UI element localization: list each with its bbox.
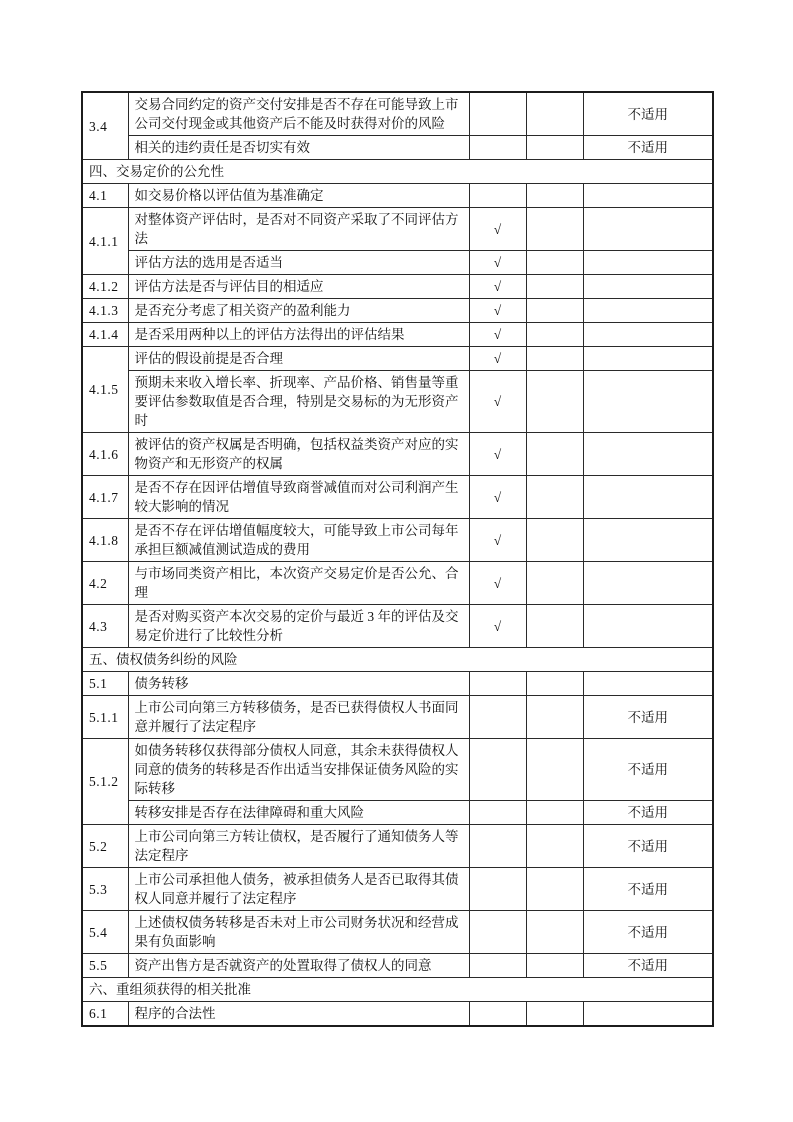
remark-cell bbox=[583, 251, 713, 275]
checkmark-cell: √ bbox=[469, 562, 526, 605]
checklist-row bbox=[82, 868, 713, 911]
item-question: 是否不存在评估增值幅度较大，可能导致上市公司每年承担巨额减值测试造成的费用 bbox=[128, 519, 469, 562]
empty-check-cell-2 bbox=[526, 184, 583, 208]
remark-cell bbox=[583, 299, 713, 323]
item-question: 是否对购买资产本次交易的定价与最近 3 年的评估及交易定价进行了比较性分析 bbox=[128, 605, 469, 648]
item-number: 4.1.7 bbox=[82, 476, 128, 519]
checklist-row bbox=[82, 1002, 713, 1027]
item-question: 如交易价格以评估值为基准确定 bbox=[128, 184, 469, 208]
checkmark-cell: √ bbox=[469, 323, 526, 347]
item-number: 4.1.4 bbox=[82, 323, 128, 347]
empty-check-cell bbox=[469, 672, 526, 696]
section-header: 六、重组须获得的相关批准 bbox=[82, 978, 713, 1002]
item-question: 债务转移 bbox=[128, 672, 469, 696]
item-question: 相关的违约责任是否切实有效 bbox=[128, 136, 469, 160]
empty-check-cell bbox=[469, 801, 526, 825]
checklist-row bbox=[82, 562, 713, 605]
checkmark-cell: √ bbox=[469, 275, 526, 299]
empty-check-cell bbox=[469, 954, 526, 978]
checklist-row bbox=[82, 92, 713, 136]
checklist-body bbox=[82, 92, 713, 1026]
checklist-row bbox=[82, 954, 713, 978]
checklist-row bbox=[82, 672, 713, 696]
item-question: 资产出售方是否就资产的处置取得了债权人的同意 bbox=[128, 954, 469, 978]
item-question: 程序的合法性 bbox=[128, 1002, 469, 1027]
item-question: 交易合同约定的资产交付安排是否不存在可能导致上市公司交付现金或其他资产后不能及时获得对价的风险 bbox=[128, 92, 469, 136]
empty-check-cell-2 bbox=[526, 323, 583, 347]
item-question: 是否充分考虑了相关资产的盈利能力 bbox=[128, 299, 469, 323]
item-question: 是否不存在因评估增值导致商誉减值而对公司利润产生较大影响的情况 bbox=[128, 476, 469, 519]
empty-check-cell bbox=[469, 868, 526, 911]
empty-check-cell-2 bbox=[526, 519, 583, 562]
checklist-row bbox=[82, 696, 713, 739]
checkmark-cell: √ bbox=[469, 433, 526, 476]
item-number: 5.3 bbox=[82, 868, 128, 911]
item-number: 4.1 bbox=[82, 184, 128, 208]
remark-cell bbox=[583, 672, 713, 696]
checklist-row bbox=[82, 605, 713, 648]
remark-cell bbox=[583, 208, 713, 251]
empty-check-cell bbox=[469, 696, 526, 739]
item-number: 4.1.8 bbox=[82, 519, 128, 562]
item-number: 4.1.1 bbox=[82, 208, 128, 275]
checklist-row bbox=[82, 911, 713, 954]
checklist-row bbox=[82, 323, 713, 347]
checklist-row bbox=[82, 184, 713, 208]
checklist-row bbox=[82, 208, 713, 251]
item-number: 4.1.2 bbox=[82, 275, 128, 299]
item-question: 转移安排是否存在法律障碍和重大风险 bbox=[128, 801, 469, 825]
section-row bbox=[82, 648, 713, 672]
not-applicable-cell: 不适用 bbox=[583, 136, 713, 160]
remark-cell bbox=[583, 433, 713, 476]
section-row bbox=[82, 160, 713, 184]
item-number: 6.1 bbox=[82, 1002, 128, 1027]
checkmark-cell: √ bbox=[469, 208, 526, 251]
not-applicable-cell: 不适用 bbox=[583, 92, 713, 136]
checklist-row bbox=[82, 371, 713, 433]
checklist-row bbox=[82, 476, 713, 519]
empty-check-cell-2 bbox=[526, 739, 583, 801]
empty-check-cell-2 bbox=[526, 868, 583, 911]
remark-cell bbox=[583, 371, 713, 433]
checklist-row bbox=[82, 739, 713, 801]
checklist-row bbox=[82, 251, 713, 275]
checklist-row bbox=[82, 433, 713, 476]
checkmark-cell: √ bbox=[469, 347, 526, 371]
checklist-row bbox=[82, 275, 713, 299]
checklist-row bbox=[82, 519, 713, 562]
empty-check-cell-2 bbox=[526, 562, 583, 605]
remark-cell bbox=[583, 562, 713, 605]
checkmark-cell: √ bbox=[469, 371, 526, 433]
checklist-row bbox=[82, 801, 713, 825]
empty-check-cell-2 bbox=[526, 347, 583, 371]
checkmark-cell: √ bbox=[469, 251, 526, 275]
item-question: 对整体资产评估时，是否对不同资产采取了不同评估方法 bbox=[128, 208, 469, 251]
empty-check-cell-2 bbox=[526, 299, 583, 323]
checklist-row bbox=[82, 299, 713, 323]
item-question: 上述债权债务转移是否未对上市公司财务状况和经营成果有负面影响 bbox=[128, 911, 469, 954]
empty-check-cell-2 bbox=[526, 1002, 583, 1027]
checklist-table bbox=[81, 91, 714, 1027]
item-question: 评估的假设前提是否合理 bbox=[128, 347, 469, 371]
item-question: 上市公司向第三方转让债权，是否履行了通知债务人等法定程序 bbox=[128, 825, 469, 868]
item-question: 与市场同类资产相比，本次资产交易定价是否公允、合理 bbox=[128, 562, 469, 605]
item-number: 5.1.1 bbox=[82, 696, 128, 739]
checkmark-cell: √ bbox=[469, 299, 526, 323]
remark-cell bbox=[583, 1002, 713, 1027]
empty-check-cell-2 bbox=[526, 605, 583, 648]
item-number: 4.1.6 bbox=[82, 433, 128, 476]
checklist-row bbox=[82, 136, 713, 160]
item-number: 5.1 bbox=[82, 672, 128, 696]
remark-cell bbox=[583, 347, 713, 371]
empty-check-cell-2 bbox=[526, 433, 583, 476]
checkmark-cell: √ bbox=[469, 476, 526, 519]
item-number: 4.1.3 bbox=[82, 299, 128, 323]
item-question: 评估方法的选用是否适当 bbox=[128, 251, 469, 275]
remark-cell bbox=[583, 476, 713, 519]
checklist-row bbox=[82, 347, 713, 371]
empty-check-cell bbox=[469, 184, 526, 208]
not-applicable-cell: 不适用 bbox=[583, 954, 713, 978]
empty-check-cell-2 bbox=[526, 954, 583, 978]
item-number: 4.3 bbox=[82, 605, 128, 648]
empty-check-cell bbox=[469, 825, 526, 868]
item-number: 3.4 bbox=[82, 92, 128, 160]
empty-check-cell-2 bbox=[526, 696, 583, 739]
item-question: 评估方法是否与评估目的相适应 bbox=[128, 275, 469, 299]
empty-check-cell bbox=[469, 136, 526, 160]
checklist-row bbox=[82, 825, 713, 868]
empty-check-cell-2 bbox=[526, 251, 583, 275]
section-row bbox=[82, 978, 713, 1002]
empty-check-cell bbox=[469, 92, 526, 136]
checkmark-cell: √ bbox=[469, 605, 526, 648]
item-number: 5.5 bbox=[82, 954, 128, 978]
remark-cell bbox=[583, 323, 713, 347]
item-question: 被评估的资产权属是否明确，包括权益类资产对应的实物资产和无形资产的权属 bbox=[128, 433, 469, 476]
item-number: 5.1.2 bbox=[82, 739, 128, 825]
empty-check-cell bbox=[469, 1002, 526, 1027]
remark-cell bbox=[583, 275, 713, 299]
empty-check-cell-2 bbox=[526, 825, 583, 868]
empty-check-cell-2 bbox=[526, 371, 583, 433]
item-question: 上市公司向第三方转移债务，是否已获得债权人书面同意并履行了法定程序 bbox=[128, 696, 469, 739]
item-number: 4.2 bbox=[82, 562, 128, 605]
not-applicable-cell: 不适用 bbox=[583, 868, 713, 911]
remark-cell bbox=[583, 605, 713, 648]
item-number: 5.4 bbox=[82, 911, 128, 954]
item-question: 如债务转移仅获得部分债权人同意，其余未获得债权人同意的债务的转移是否作出适当安排保证债务风险的实际转移 bbox=[128, 739, 469, 801]
not-applicable-cell: 不适用 bbox=[583, 825, 713, 868]
empty-check-cell-2 bbox=[526, 801, 583, 825]
remark-cell bbox=[583, 519, 713, 562]
empty-check-cell-2 bbox=[526, 136, 583, 160]
empty-check-cell bbox=[469, 739, 526, 801]
not-applicable-cell: 不适用 bbox=[583, 696, 713, 739]
section-header: 四、交易定价的公允性 bbox=[82, 160, 713, 184]
not-applicable-cell: 不适用 bbox=[583, 911, 713, 954]
empty-check-cell bbox=[469, 911, 526, 954]
empty-check-cell-2 bbox=[526, 911, 583, 954]
empty-check-cell-2 bbox=[526, 476, 583, 519]
empty-check-cell-2 bbox=[526, 92, 583, 136]
checkmark-cell: √ bbox=[469, 519, 526, 562]
not-applicable-cell: 不适用 bbox=[583, 739, 713, 801]
item-question: 上市公司承担他人债务，被承担债务人是否已取得其债权人同意并履行了法定程序 bbox=[128, 868, 469, 911]
remark-cell bbox=[583, 184, 713, 208]
item-question: 是否采用两种以上的评估方法得出的评估结果 bbox=[128, 323, 469, 347]
item-number: 5.2 bbox=[82, 825, 128, 868]
item-question: 预期未来收入增长率、折现率、产品价格、销售量等重要评估参数取值是否合理，特别是交易标的为无形资产时 bbox=[128, 371, 469, 433]
empty-check-cell-2 bbox=[526, 275, 583, 299]
not-applicable-cell: 不适用 bbox=[583, 801, 713, 825]
section-header: 五、债权债务纠纷的风险 bbox=[82, 648, 713, 672]
item-number: 4.1.5 bbox=[82, 347, 128, 433]
empty-check-cell-2 bbox=[526, 672, 583, 696]
empty-check-cell-2 bbox=[526, 208, 583, 251]
